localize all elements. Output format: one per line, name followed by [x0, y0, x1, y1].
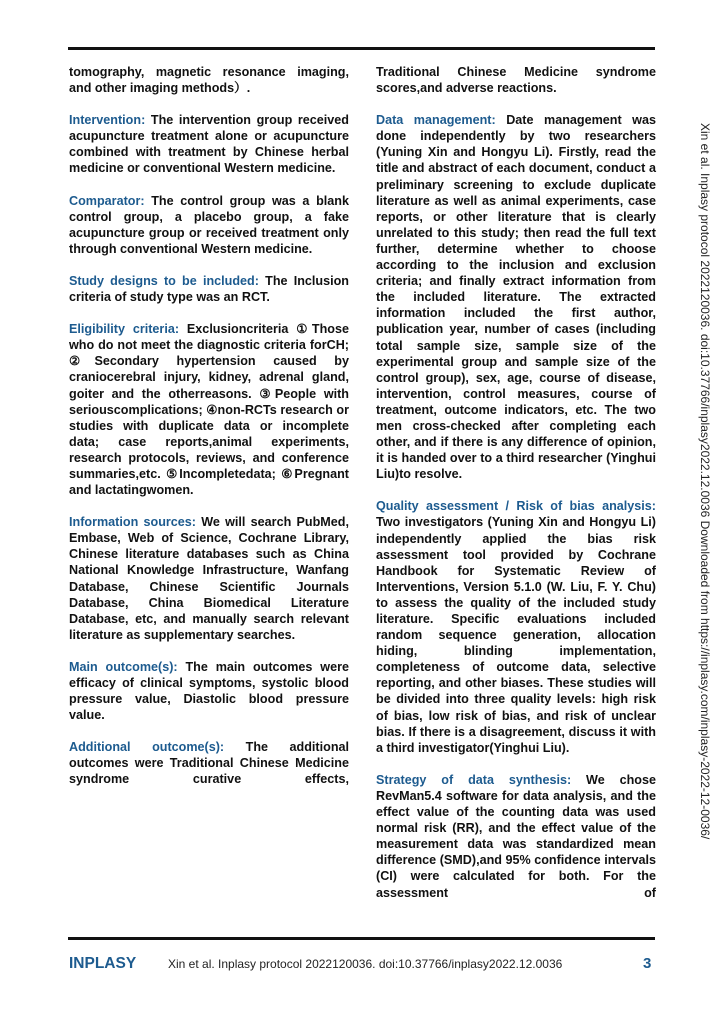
paragraph-continuation	[376, 64, 656, 96]
footer-citation: Xin et al. Inplasy protocol 2022120036. doi:10.37766/inplasy2022.12.0036	[168, 957, 563, 971]
section-label: Main outcome(s):	[69, 659, 178, 674]
section-text: The control group was a blank control group, a placebo group, a fake acupuncture group or received treatment only through conventional Western medicine.	[69, 193, 349, 256]
section-intervention	[69, 112, 349, 176]
right-column	[376, 64, 656, 901]
section-text: We will search PubMed, Embase, Web of Science, Cochrane Library, Chinese literature databases such as China National Knowledge Infrastructure, Wanfang Database, Chinese Scientific Journals Database, China Biomedical Literature Database, etc, and manually search relevant literature as supplementary searches.	[69, 515, 349, 642]
page-number: 3	[643, 955, 652, 972]
section-label: Comparator:	[69, 193, 145, 208]
section-main-outcomes	[69, 659, 349, 723]
left-column	[69, 64, 349, 788]
section-study-designs	[69, 273, 349, 305]
section-label: Data management:	[376, 113, 496, 128]
paragraph-text: tomography, magnetic resonance imaging, and other imaging methods）.	[69, 65, 349, 96]
section-label: Information sources:	[69, 515, 196, 530]
section-comparator	[69, 193, 349, 257]
section-label: Additional outcome(s):	[69, 740, 225, 755]
footer-rule	[68, 937, 655, 940]
footer-brand-logo: INPLASY	[69, 955, 137, 972]
section-text: Exclusioncriteria ①Those who do not meet the diagnostic criteria forCH; ②Secondary hypertension caused by craniocerebral injury, kidney, adrenal gland, goiter and the otherreasons. ③People with seriouscomplications; ④non-RCTs research or studies with duplicate data or incomplete data; case reports,animal experiments, research protocols, reviews, and conference summaries,etc. ⑤Incompletedata; ⑥Pregnant and lactatingwomen.	[69, 322, 349, 498]
section-text: We chose RevMan5.4 software for data analysis, and the effect value of the counting data was used normal risk (RR), and the effect value of the measurement data was standardized mean difference (SMD),and 95% confidence intervals (CI) were calculated for both. For the assessment of	[376, 772, 657, 900]
section-text: Two investigators (Yuning Xin and Hongyu Li) independently applied the bias risk assessment tool provided by Cochrane Handbook for Systematic Review of Interventions, Version 5.1.0 (W. Liu, F. Y. Chu) to assess the quality of the included study literature. Specific evaluations included random sequence generation, allocation hiding, blinding implementation, completeness of outcome data, selective reporting, and other biases. These studies will be divided into three quality levels: high risk of bias, low risk of bias, and risk of unclear bias. If there is a disagreement, discuss it with a third investigator(Yinghui Liu).	[376, 515, 656, 755]
section-text: The additional outcomes were Traditional Chinese Medicine syndrome curative effects,	[69, 740, 350, 787]
section-label: Study designs to be included:	[69, 273, 259, 288]
section-data-synthesis	[376, 772, 656, 901]
section-text: The main outcomes were efficacy of clinical symptoms, systolic blood pressure value, Diastolic blood pressure value.	[69, 659, 350, 723]
section-label: Quality assessment / Risk of bias analysis:	[376, 499, 656, 514]
section-eligibility	[69, 321, 349, 498]
section-label: Eligibility criteria:	[69, 322, 180, 337]
section-text: The intervention group received acupuncture treatment alone or acupuncture combined with treatment by Chinese herbal medicine or conventional Western medicine.	[69, 113, 349, 176]
paragraph-continuation	[69, 64, 349, 96]
section-data-management	[376, 112, 656, 482]
section-information-sources	[69, 514, 349, 643]
section-quality-assessment	[376, 498, 656, 756]
section-label: Intervention:	[69, 113, 146, 128]
paragraph-text: Traditional Chinese Medicine syndrome scores,and adverse reactions.	[376, 65, 656, 96]
section-text: Date management was done independently by two researchers (Yuning Xin and Hongyu Li). Firstly, read the title and abstract of each document, conduct a preliminary screening to exclude duplicate literature as well as animal experiments, case reports, or other literature that is clearly unrelated to this study; then read the full text further, determine whether to choose according to the inclusion and exclusion criteria; and finally extract information from the included literature. The extracted information included the first author, publication year, number of cases (including total sample size, sample size of the experimental group and sample size of the control group), sex, age, course of disease, intervention, control measures, course of treatment, outcome indicators, etc. The two men cross-checked after completing each other, and if there is any difference of opinion, it is handed over to a third researcher (Yinghui Liu)to resolve.	[376, 113, 656, 482]
header-rule	[68, 47, 655, 50]
section-label: Strategy of data synthesis:	[376, 772, 572, 787]
section-text: The Inclusion criteria of study type was an RCT.	[69, 273, 350, 305]
side-download-notice: Xin et al. Inplasy protocol 2022120036. doi:10.37766/inplasy2022.12.0036 Downloaded from https://inplasy.com/inplasy-2022-12-0036/	[698, 123, 712, 840]
section-additional-outcomes	[69, 739, 349, 787]
